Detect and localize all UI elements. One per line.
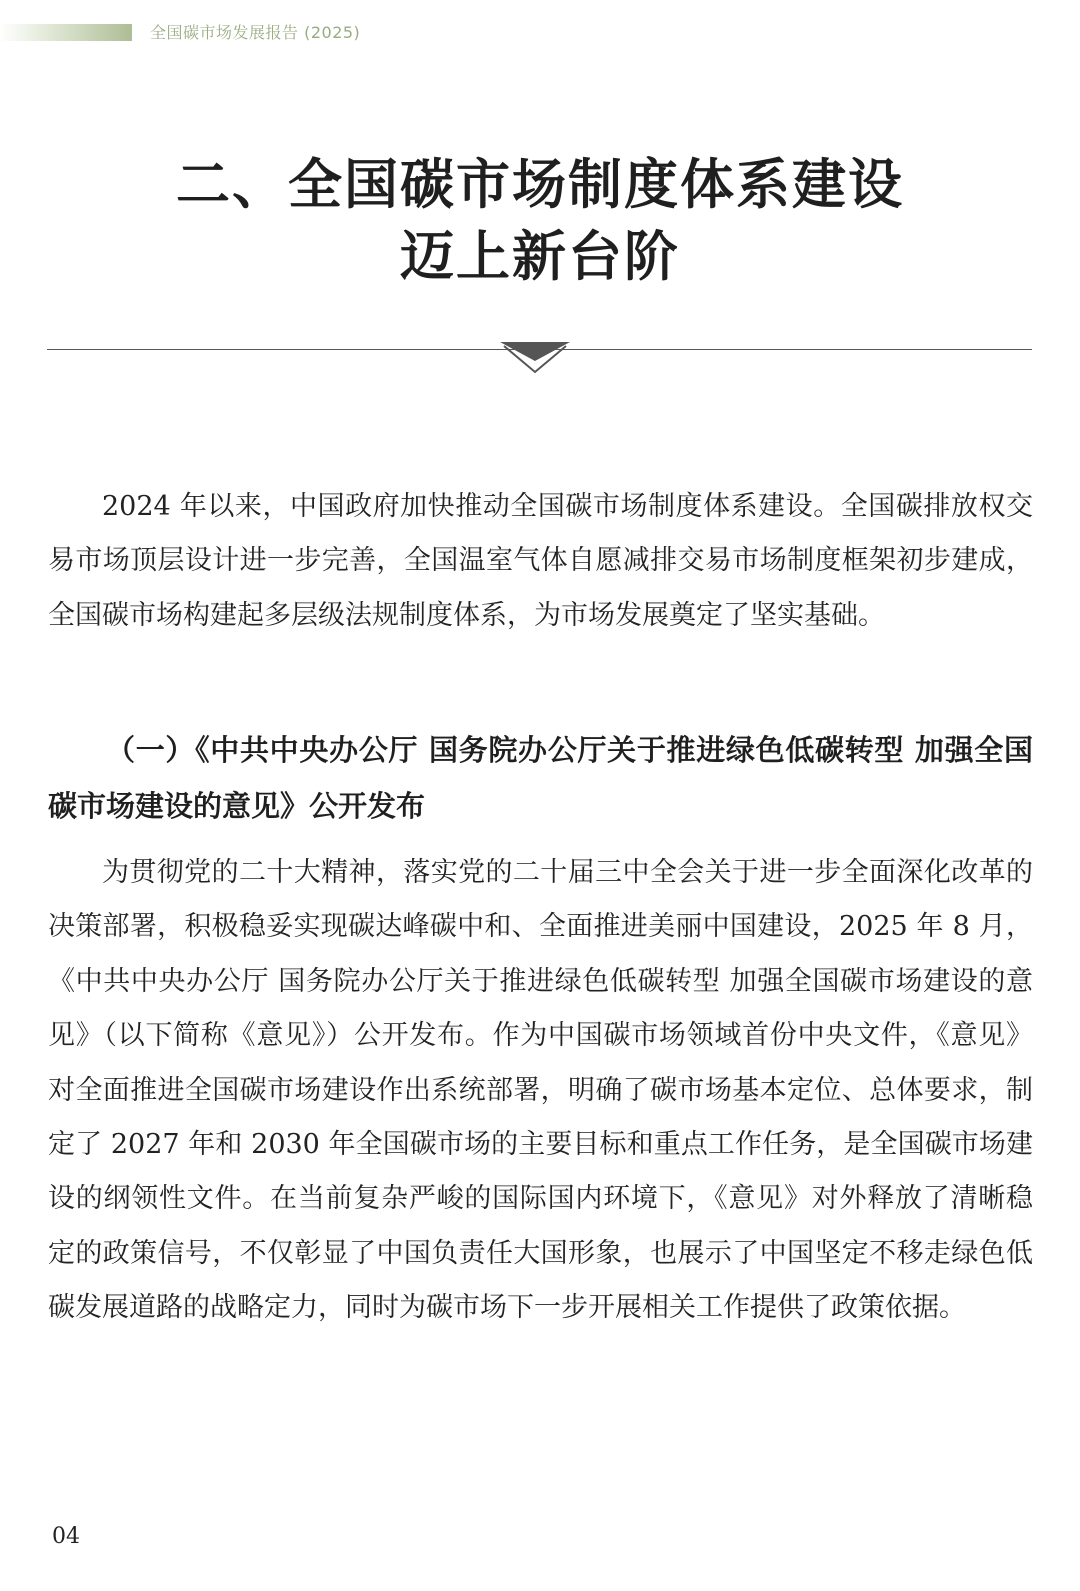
chapter-title-line1: 二、全国碳市场制度体系建设 <box>176 152 904 216</box>
running-header-title: 全国碳市场发展报告 (2025) <box>150 23 361 42</box>
page-number: 04 <box>52 1524 80 1549</box>
chapter-title <box>0 148 1080 292</box>
header-accent-bar <box>0 24 132 41</box>
chapter-title-line2: 迈上新台阶 <box>400 224 680 288</box>
intro-paragraph: 2024 年以来，中国政府加快推动全国碳市场制度体系建设。全国碳排放权交易市场顶层设计进一步完善，全国温室气体自愿减排交易市场制度框架初步建成，全国碳市场构建起多层级法规制度体系，为市场发展奠定了坚实基础。 <box>48 491 1033 631</box>
chevron-down-icon <box>500 341 570 375</box>
section-paragraph: 为贯彻党的二十大精神，落实党的二十届三中全会关于进一步全面深化改革的决策部署，积极稳妥实现碳达峰碳中和、全面推进美丽中国建设，2025 年 8 月，《中共中央办公厅 国务院办公厅关于推进绿色低碳转型 加强全国碳市场建设的意见》（以下简称《意见》）公开发布。作为中国碳市场领域首份中央文件，《意见》对全面推进全国碳市场建设作出系统部署，明确了碳市场基本定位、总体要求，制定了 2027 年和 2030 年全国碳市场的主要目标和重点工作任务，是全国碳市场建设的纲领性文件。在当前复杂严峻的国际国内环境下，《意见》对外释放了清晰稳定的政策信号，不仅彰显了中国负责任大国形象，也展示了中国坚定不移走绿色低碳发展道路的战略定力，同时为碳市场下一步开展相关工作提供了政策依据。 <box>48 857 1033 1324</box>
section-heading: （一）《中共中央办公厅 国务院办公厅关于推进绿色低碳转型 加强全国碳市场建设的意见》公开发布 <box>48 733 1033 823</box>
